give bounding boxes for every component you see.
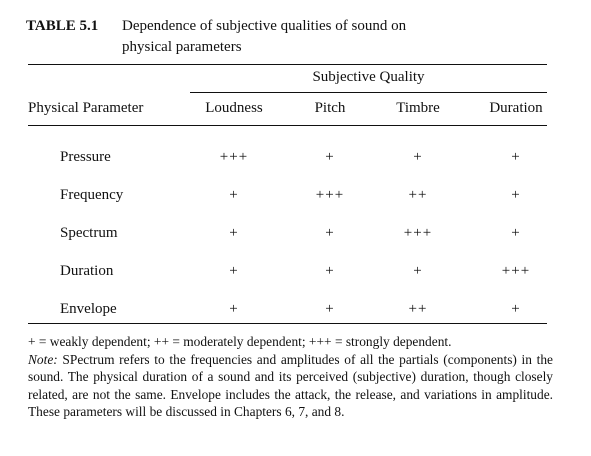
- table-top-rule: [28, 64, 547, 65]
- table-caption: [26, 16, 566, 55]
- table-label: TABLE 5.1: [26, 18, 99, 34]
- row-parameter: Spectrum: [60, 225, 118, 241]
- subjective-quality-header: Subjective Quality: [312, 69, 425, 85]
- row-parameter: Duration: [60, 263, 114, 279]
- row-parameter: Frequency: [60, 187, 124, 203]
- table-bottom-rule: [28, 323, 547, 324]
- table-title-line-2: physical parameters: [122, 39, 242, 55]
- table-cell: +: [325, 301, 335, 317]
- legend-line: + = weakly dependent; ++ = moderately dependent; +++ = strongly dependent.: [28, 334, 452, 349]
- table-cell: +: [325, 263, 335, 279]
- table-cell: +: [511, 187, 521, 203]
- header-bottom-rule: [28, 125, 547, 126]
- column-header-timbre: Timbre: [396, 100, 440, 116]
- row-parameter: Pressure: [60, 149, 111, 165]
- row-parameter: Envelope: [60, 301, 117, 317]
- table-row: [0, 298, 591, 320]
- column-header-loudness: Loudness: [205, 100, 263, 116]
- group-header-rule: [190, 92, 547, 93]
- table-cell: +: [325, 225, 335, 241]
- table-cell: ++: [408, 187, 428, 203]
- table-cell: +: [229, 225, 239, 241]
- table-row: [0, 222, 591, 244]
- table-cell: +: [511, 301, 521, 317]
- table-title: [122, 16, 552, 58]
- table-row: [0, 146, 591, 168]
- note-paragraph: [28, 351, 553, 421]
- table-cell: +++: [403, 225, 433, 241]
- column-header-pitch: Pitch: [314, 100, 346, 116]
- table-cell: +++: [219, 149, 249, 165]
- physical-parameter-header: Physical Parameter: [28, 100, 144, 116]
- table-row: [0, 184, 591, 206]
- table-notes: [28, 333, 553, 421]
- table-cell: +++: [501, 263, 531, 279]
- table-cell: +++: [315, 187, 345, 203]
- note-label: Note:: [28, 351, 58, 367]
- table-cell: +: [413, 149, 423, 165]
- table-cell: +: [229, 301, 239, 317]
- table-title-line-1: Dependence of subjective qualities of sound on: [122, 18, 407, 34]
- table-cell: +: [229, 187, 239, 203]
- table-cell: +: [325, 149, 335, 165]
- table-cell: ++: [408, 301, 428, 317]
- note-text: SPectrum refers to the frequencies and amplitudes of all the partials (components) in the sound. The physical duration of a sound and its perceived (subjective) duration, though closely related, are not the same. Envelope includes the attack, the release, and variations in amplitude. These parameters will be discussed in Chapters 6, 7, and 8.: [28, 351, 553, 420]
- table-row: [0, 260, 591, 282]
- table-cell: +: [229, 263, 239, 279]
- table-cell: +: [511, 149, 521, 165]
- table-cell: +: [511, 225, 521, 241]
- table-cell: +: [413, 263, 423, 279]
- column-header-duration: Duration: [489, 100, 543, 116]
